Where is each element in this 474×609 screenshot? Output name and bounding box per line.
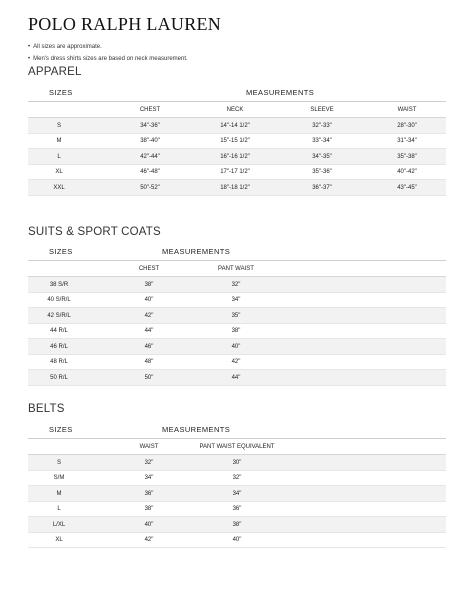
measurement-cell: 36" xyxy=(232,506,242,512)
measurement-cell: 40" xyxy=(144,297,154,303)
measurement-cell: 32" xyxy=(144,459,154,466)
measurement-cell: 42" xyxy=(144,537,154,543)
size-cell: M xyxy=(56,138,62,144)
table-row xyxy=(28,486,446,502)
table-row xyxy=(28,339,446,355)
measurement-cell: 46"-48" xyxy=(140,169,160,175)
table-row xyxy=(28,149,446,165)
size-cell: 38 S/R xyxy=(49,281,69,288)
table-row xyxy=(28,471,446,487)
measurement-cell: 34" xyxy=(231,297,241,303)
column-header: PANT WAIST EQUIVALENT xyxy=(199,444,275,450)
size-cell: M xyxy=(56,490,62,497)
table-row xyxy=(28,455,446,471)
size-cell: S xyxy=(56,122,62,129)
size-cell: XL xyxy=(55,169,63,175)
note-item: • Men's dress shirts sizes are based on neck measurement. xyxy=(28,53,188,65)
measurements-label: MEASUREMENTS xyxy=(162,425,231,434)
measurement-cell: 32" xyxy=(232,475,242,481)
table-row xyxy=(28,165,446,181)
column-header: WAIST xyxy=(397,107,417,113)
measurement-cell: 35"-36" xyxy=(312,169,332,175)
measurement-cell: 38" xyxy=(231,328,241,334)
measurement-cell: 30" xyxy=(232,459,242,466)
table-row xyxy=(28,355,446,371)
apparel-title: APPAREL xyxy=(28,66,82,78)
measurement-cell: 14"-14 1/2" xyxy=(220,122,250,129)
table-row xyxy=(28,533,446,549)
column-header: SLEEVE xyxy=(310,107,334,113)
measurement-cell: 34" xyxy=(144,475,154,481)
size-cell: S xyxy=(56,459,62,466)
column-header: PANT WAIST xyxy=(218,266,254,272)
table-row xyxy=(28,134,446,150)
measurement-cell: 44" xyxy=(144,328,154,334)
size-cell: 46 R/L xyxy=(50,343,68,350)
belts-title: BELTS xyxy=(28,403,65,415)
size-cell: XXL xyxy=(53,184,65,191)
column-header: WAIST xyxy=(139,444,159,450)
measurement-cell: 15"-15 1/2" xyxy=(220,138,250,144)
size-cell: 50 R/L xyxy=(50,374,68,381)
measurements-label: MEASUREMENTS xyxy=(246,88,315,97)
measurement-cell: 38" xyxy=(144,281,154,288)
size-cell: L xyxy=(57,153,61,160)
measurement-cell: 28"-30" xyxy=(397,122,417,129)
apparel-column-headers xyxy=(28,103,446,118)
measurement-cell: 40" xyxy=(144,521,154,528)
sizes-label: SIZES xyxy=(49,88,73,97)
size-cell: XL xyxy=(55,537,63,543)
measurements-label: MEASUREMENTS xyxy=(162,247,231,256)
measurement-cell: 44" xyxy=(231,374,241,381)
belts-column-headers xyxy=(28,440,446,455)
measurement-cell: 32" xyxy=(231,281,241,288)
measurement-cell: 42"-44" xyxy=(140,153,160,160)
table-row xyxy=(28,502,446,518)
table-row xyxy=(28,370,446,386)
table-row xyxy=(28,277,446,293)
measurement-cell: 36"-37" xyxy=(312,184,332,191)
measurement-cell: 18"-18 1/2" xyxy=(220,184,250,191)
sizes-label: SIZES xyxy=(49,247,73,256)
measurement-cell: 40" xyxy=(232,537,242,543)
measurement-cell: 42" xyxy=(231,359,241,365)
measurement-cell: 40" xyxy=(231,343,241,350)
measurement-cell: 16"-16 1/2" xyxy=(220,153,250,160)
sizes-label: SIZES xyxy=(49,425,73,434)
measurement-cell: 38" xyxy=(144,506,154,512)
note-item: • All sizes are approximate. xyxy=(28,41,188,53)
suits-title: SUITS & SPORT COATS xyxy=(28,226,161,238)
measurement-cell: 36" xyxy=(144,490,154,497)
belts-header xyxy=(28,423,446,439)
measurement-cell: 34" xyxy=(232,490,242,497)
measurement-cell: 31"-34" xyxy=(397,138,417,144)
column-header: CHEST xyxy=(138,266,160,272)
measurement-cell: 43"-45" xyxy=(397,184,417,191)
measurement-cell: 42" xyxy=(144,312,154,319)
column-header: NECK xyxy=(226,107,244,113)
column-header: CHEST xyxy=(139,107,161,113)
size-cell: 48 R/L xyxy=(50,359,68,365)
measurement-cell: 38" xyxy=(232,521,242,528)
size-cell: 44 R/L xyxy=(50,328,68,334)
size-cell: S/M xyxy=(53,475,65,481)
table-row xyxy=(28,308,446,324)
measurement-cell: 38"-40" xyxy=(140,138,160,144)
notes xyxy=(28,41,188,65)
suits-header xyxy=(28,245,446,261)
table-row xyxy=(28,180,446,196)
apparel-header xyxy=(28,86,446,102)
size-cell: 40 S/R/L xyxy=(47,297,71,303)
measurement-cell: 35" xyxy=(231,312,241,319)
size-cell: L xyxy=(57,506,61,512)
measurement-cell: 48" xyxy=(144,359,154,365)
suits-column-headers xyxy=(28,262,446,277)
measurement-cell: 32"-33" xyxy=(312,122,332,129)
measurement-cell: 46" xyxy=(144,343,154,350)
measurement-cell: 17"-17 1/2" xyxy=(220,169,250,175)
table-row xyxy=(28,324,446,340)
table-row xyxy=(28,293,446,309)
brand-logo: POLO RALPH LAUREN xyxy=(28,14,222,34)
size-cell: L/XL xyxy=(52,521,66,528)
size-cell: 42 S/R/L xyxy=(47,312,71,319)
measurement-cell: 34"-35" xyxy=(312,153,332,160)
measurement-cell: 50" xyxy=(144,374,154,381)
measurement-cell: 34"-36" xyxy=(140,122,160,129)
measurement-cell: 50"-52" xyxy=(140,184,160,191)
measurement-cell: 35"-38" xyxy=(397,153,417,160)
measurement-cell: 33"-34" xyxy=(312,138,332,144)
measurement-cell: 40"-42" xyxy=(397,169,417,175)
table-row xyxy=(28,517,446,533)
table-row xyxy=(28,118,446,134)
